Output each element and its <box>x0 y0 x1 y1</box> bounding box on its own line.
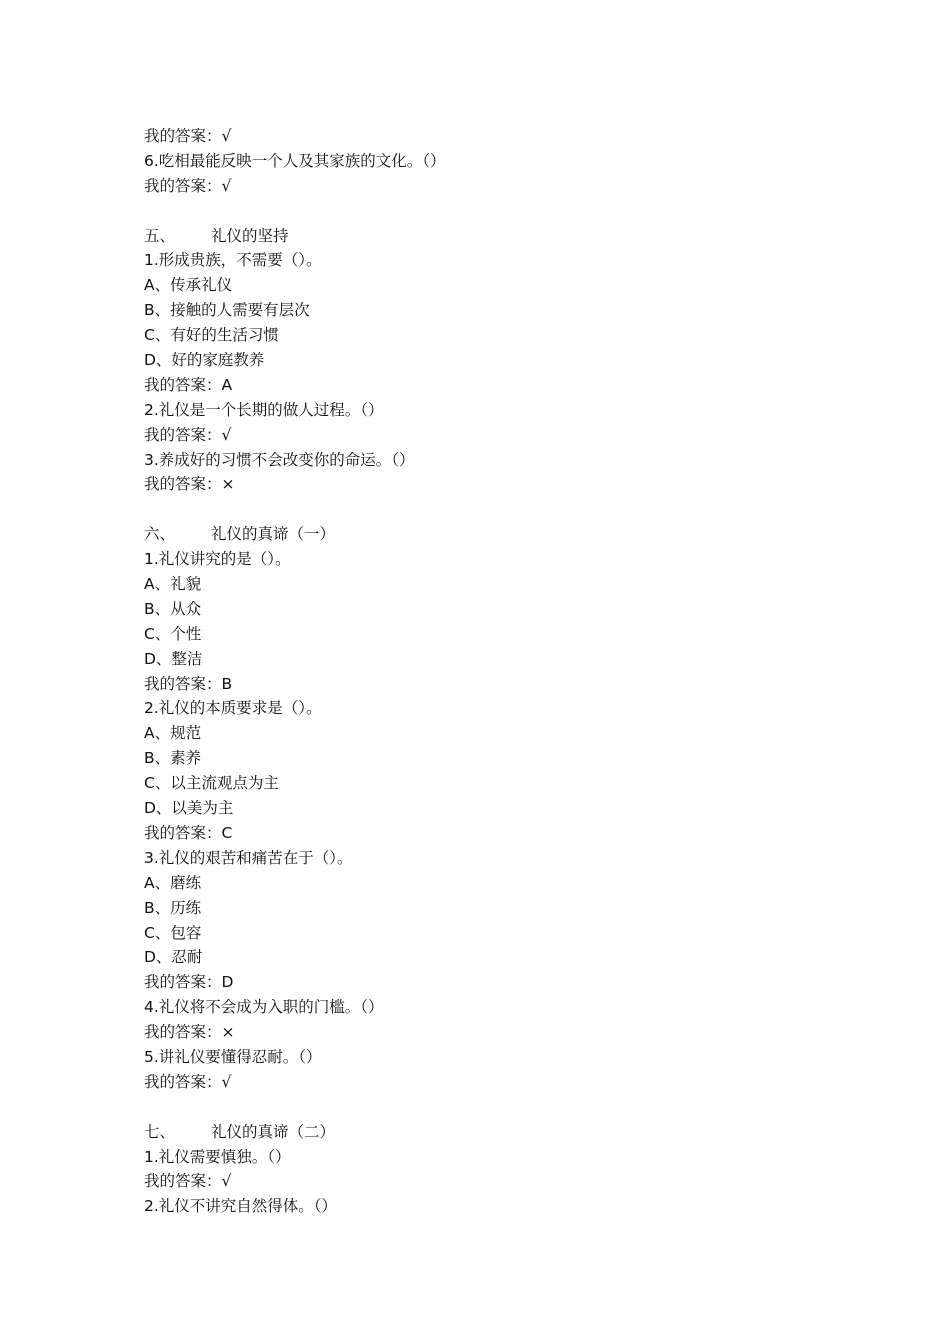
answer-line: 我的答案：× <box>144 475 235 494</box>
question-line: 3.养成好的习惯不会改变你的命运。（） <box>144 450 415 469</box>
section-number: 六、 <box>144 525 176 544</box>
option-line: A、规范 <box>144 724 202 743</box>
question-line: 1.礼仪讲究的是（）。 <box>144 550 291 569</box>
answer-line: 我的答案：√ <box>144 425 232 444</box>
section-gap <box>144 1095 844 1120</box>
option-line: B、接触的人需要有层次 <box>144 301 310 320</box>
question-line: 1.形成贵族，不需要（）。 <box>144 251 322 270</box>
section-title: 礼仪的真谛（二） <box>211 1122 336 1141</box>
option-line: C、个性 <box>144 624 202 643</box>
answer-line: 我的答案：A <box>144 375 233 394</box>
answer-line: 我的答案：√ <box>144 176 232 195</box>
question-line: 6.吃相最能反映一个人及其家族的文化。（） <box>144 151 446 170</box>
answer-line: 我的答案：C <box>144 823 233 842</box>
option-line: D、好的家庭教养 <box>144 351 265 370</box>
section-number: 五、 <box>144 226 176 245</box>
option-line: A、礼貌 <box>144 575 202 594</box>
section-5 <box>144 224 844 498</box>
question-line: 2.礼仪不讲究自然得体。（） <box>144 1197 338 1216</box>
option-line: B、历练 <box>144 898 202 917</box>
question-line: 3.礼仪的艰苦和痛苦在于（）。 <box>144 848 353 867</box>
document-body <box>144 124 844 1219</box>
option-line: A、磨练 <box>144 873 202 892</box>
section-heading <box>144 1120 844 1145</box>
question-line: 4.礼仪将不会成为入职的门槛。（） <box>144 998 384 1017</box>
question-line: 1.礼仪需要慎独。（） <box>144 1147 291 1166</box>
section-heading <box>144 522 844 547</box>
intro-block <box>144 124 844 199</box>
option-line: D、以美为主 <box>144 799 234 818</box>
option-line: B、素养 <box>144 749 202 768</box>
option-line: A、传承礼仪 <box>144 276 233 295</box>
section-7 <box>144 1120 844 1220</box>
option-line: B、从众 <box>144 599 202 618</box>
answer-line: 我的答案：B <box>144 674 233 693</box>
option-line: C、包容 <box>144 923 202 942</box>
section-6 <box>144 522 844 1094</box>
question-line: 2.礼仪是一个长期的做人过程。（） <box>144 400 384 419</box>
section-heading <box>144 224 844 249</box>
section-gap <box>144 497 844 522</box>
option-line: C、有好的生活习惯 <box>144 326 279 345</box>
question-line: 2.礼仪的本质要求是（）。 <box>144 699 322 718</box>
section-gap <box>144 199 844 224</box>
section-number: 七、 <box>144 1122 176 1141</box>
option-line: D、忍耐 <box>144 948 203 967</box>
answer-line: 我的答案：√ <box>144 127 232 145</box>
answer-line: 我的答案：D <box>144 973 234 992</box>
option-line: C、以主流观点为主 <box>144 774 279 793</box>
answer-line: 我的答案：√ <box>144 1172 232 1191</box>
option-line: D、整洁 <box>144 649 203 668</box>
answer-line: 我的答案：× <box>144 1023 235 1042</box>
question-line: 5.讲礼仪要懂得忍耐。（） <box>144 1047 322 1066</box>
answer-line: 我的答案：√ <box>144 1072 232 1091</box>
section-title: 礼仪的真谛（一） <box>211 525 336 544</box>
section-title: 礼仪的坚持 <box>211 226 289 245</box>
